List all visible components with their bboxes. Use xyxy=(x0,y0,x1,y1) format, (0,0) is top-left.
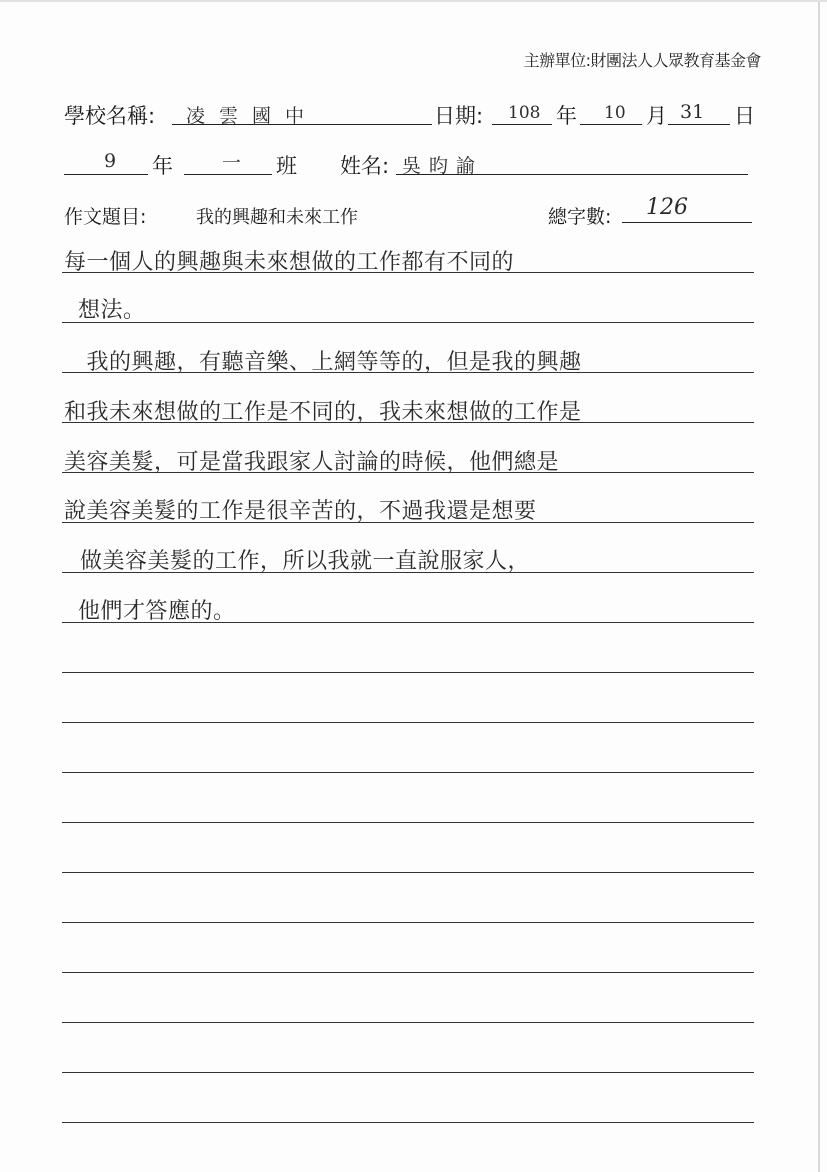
ruled-line xyxy=(62,922,754,923)
student-name-value: 吳昀諭 xyxy=(402,155,484,177)
word-count-underline xyxy=(622,222,752,223)
name-underline xyxy=(396,174,748,175)
topic-value: 我的興趣和未來工作 xyxy=(196,207,358,228)
ruled-line xyxy=(62,622,754,623)
essay-line-1: 每一個人的興趣與未來想做的工作都有不同的 xyxy=(64,250,515,275)
essay-line-5: 美容美髮，可是當我跟家人討論的時候，他們總是 xyxy=(64,450,560,475)
ruled-line xyxy=(62,472,754,473)
topic-label: 作文題目: xyxy=(64,206,147,228)
name-label: 姓名: xyxy=(340,154,390,178)
day-unit-label: 日 xyxy=(734,104,755,128)
ruled-line xyxy=(62,1022,754,1023)
ruled-line xyxy=(62,772,754,773)
school-label: 學校名稱: xyxy=(64,104,156,128)
ruled-line xyxy=(62,722,754,723)
school-underline xyxy=(172,124,432,125)
date-year-value: 108 xyxy=(508,103,541,123)
ruled-line xyxy=(62,822,754,823)
school-name-value: 凌雲國中 xyxy=(186,105,319,127)
essay-line-7: 做美容美髮的工作，所以我就一直說服家人， xyxy=(80,549,531,574)
essay-line-4: 和我未來想做的工作是不同的，我未來想做的工作是 xyxy=(64,400,582,425)
ruled-line xyxy=(62,972,754,973)
ruled-line xyxy=(62,1072,754,1073)
grade-underline xyxy=(64,174,148,175)
essay-line-3: 我的興趣，有聽音樂、上網等等的，但是我的興趣 xyxy=(64,350,582,375)
date-label: 日期: xyxy=(434,104,484,128)
date-day-value: 31 xyxy=(680,101,705,123)
word-count-value: 126 xyxy=(646,195,688,220)
ruled-line xyxy=(62,1122,754,1123)
year-unit-label: 年 xyxy=(556,104,577,128)
date-day-underline xyxy=(668,124,730,125)
essay-line-2: 想法。 xyxy=(78,298,146,323)
date-month-underline xyxy=(580,124,642,125)
date-month-value: 10 xyxy=(604,103,626,123)
class-unit-label: 班 xyxy=(276,154,297,178)
date-year-underline xyxy=(492,124,552,125)
grade-unit-label: 年 xyxy=(152,154,173,178)
essay-line-6: 說美容美髮的工作是很辛苦的，不過我還是想要 xyxy=(64,499,537,524)
ruled-line xyxy=(62,872,754,873)
word-count-label: 總字數: xyxy=(548,206,612,228)
class-value: 一 xyxy=(222,152,242,174)
scan-edge xyxy=(0,0,827,2)
grade-value: 9 xyxy=(104,150,117,172)
ruled-line xyxy=(62,522,754,523)
ruled-line xyxy=(62,322,754,323)
ruled-line xyxy=(62,272,754,273)
scan-edge xyxy=(818,0,820,1172)
class-underline xyxy=(184,174,272,175)
ruled-line xyxy=(62,372,754,373)
ruled-line xyxy=(62,672,754,673)
ruled-line xyxy=(62,422,754,423)
month-unit-label: 月 xyxy=(646,104,667,128)
essay-line-8: 他們才答應的。 xyxy=(78,599,236,624)
organizer-text: 主辦單位:財團法人人眾教育基金會 xyxy=(523,51,761,70)
ruled-line xyxy=(62,572,754,573)
